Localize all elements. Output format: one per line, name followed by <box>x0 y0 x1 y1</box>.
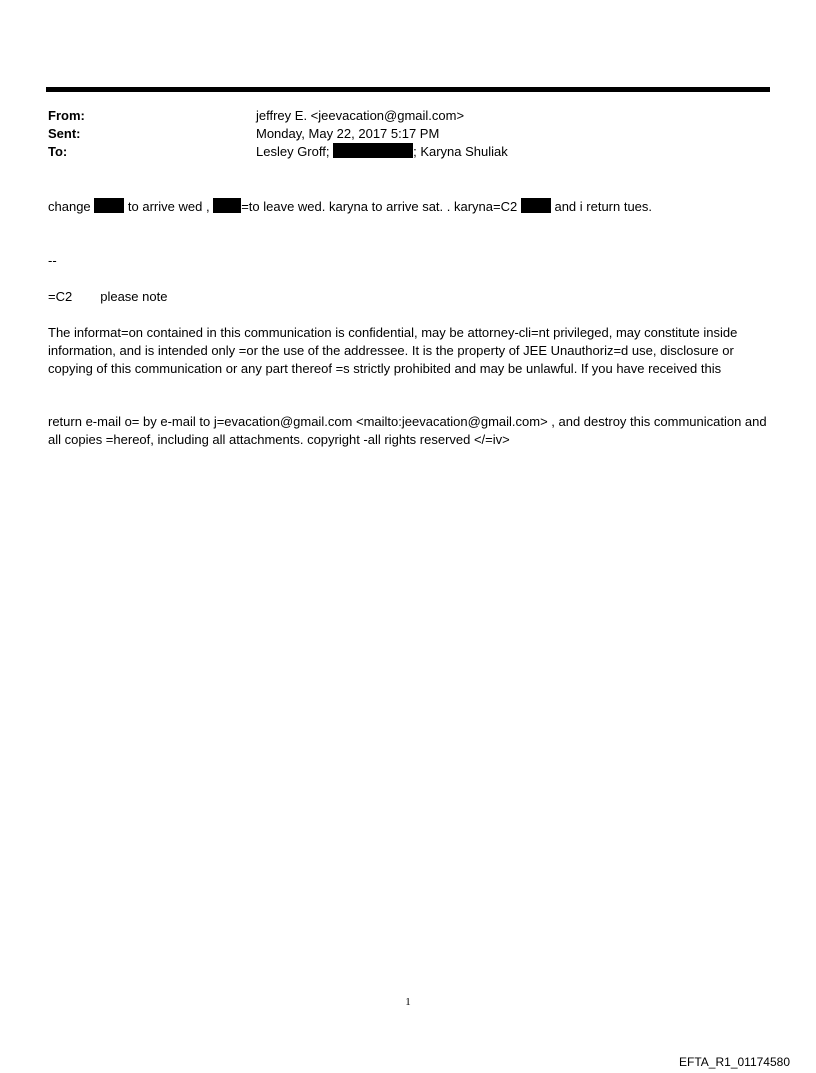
sent-label: Sent: <box>48 126 81 141</box>
from-label: From: <box>48 108 85 123</box>
disclaimer-paragraph: The informat=on contained in this communication is confidential, may be attorney-cli=nt privileged, may constitute inside information, and is intended only =or the use of the addressee. It is the property of JEE Unauthoriz=d use, disclosure or copying of this communication or any part thereof =s strictly prohibited and may be unlawful. If you have received this <box>48 325 738 376</box>
redaction-box <box>213 198 241 213</box>
message-fragment: and i return tues. <box>554 199 653 214</box>
to-recipient-1: Lesley Groff; <box>256 144 330 159</box>
message-line <box>48 198 768 216</box>
disclaimer-paragraph: return e-mail o= by e-mail to j=evacation@gmail.com <mailto:jeevacation@gmail.com> , and destroy this communication and all copies =hereof, including all attachments. copyright -all rights reserved </=iv> <box>48 414 767 447</box>
to-value <box>256 143 508 161</box>
to-label: To: <box>48 144 68 159</box>
header-rule <box>46 87 770 92</box>
message-fragment: =to leave wed. karyna to arrive sat. . karyna=C2 <box>241 199 518 214</box>
sent-value: Monday, May 22, 2017 5:17 PM <box>256 126 440 141</box>
message-fragment: to arrive wed , <box>127 199 210 214</box>
redaction-box <box>333 143 413 158</box>
document-id: EFTA_R1_01174580 <box>679 1055 790 1069</box>
to-recipient-2: ; Karyna Shuliak <box>413 144 508 159</box>
note-prefix: =C2 <box>48 289 73 304</box>
message-fragment: change <box>48 199 91 214</box>
from-value: jeffrey E. <jeevacation@gmail.com> <box>256 108 465 123</box>
signature-separator: -- <box>48 253 57 268</box>
redaction-box <box>521 198 551 213</box>
note-line <box>48 288 768 306</box>
redaction-box <box>94 198 124 213</box>
note-text: please note <box>100 289 168 304</box>
page-number: 1 <box>405 996 411 1008</box>
